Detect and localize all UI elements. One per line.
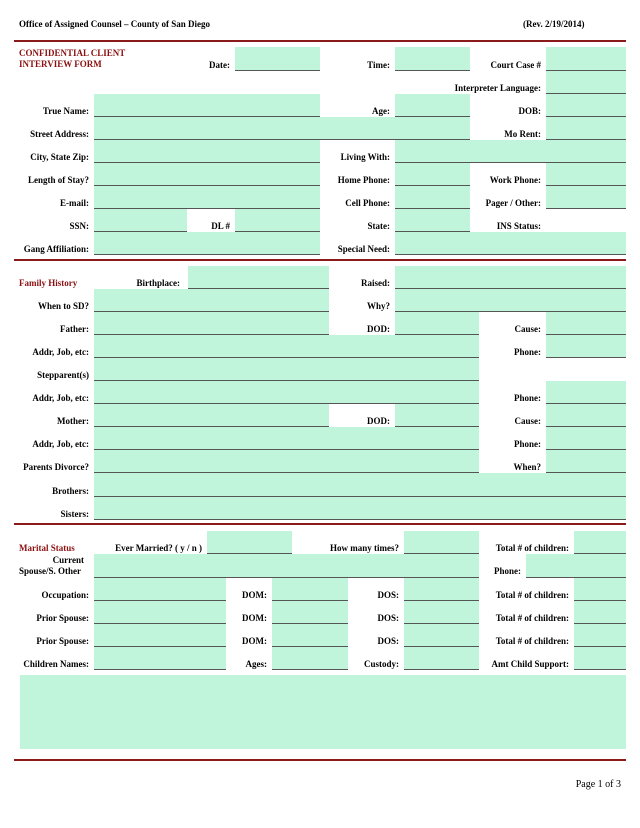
brothers-label: Brothers:: [52, 486, 89, 496]
ever-married-field[interactable]: [207, 531, 292, 554]
dom-field-1[interactable]: [272, 578, 348, 601]
email-label: E-mail:: [60, 198, 89, 208]
dom-field-3[interactable]: [272, 624, 348, 647]
state-label: State:: [367, 221, 390, 231]
stepparent-phone-field[interactable]: [546, 381, 626, 404]
dob-field[interactable]: [546, 94, 626, 117]
time-label: Time:: [367, 60, 390, 70]
special-need-field[interactable]: [395, 232, 626, 255]
raised-field[interactable]: [395, 266, 626, 289]
mother-addr-label: Addr, Job, etc:: [32, 439, 89, 449]
custody-field[interactable]: [404, 647, 479, 670]
rule-marital: [14, 523, 626, 525]
true-name-field[interactable]: [94, 94, 320, 117]
prior-spouse-field-2[interactable]: [94, 624, 226, 647]
divorce-field[interactable]: [94, 450, 479, 473]
cell-phone-field[interactable]: [395, 186, 470, 209]
children-names-label: Children Names:: [23, 659, 89, 669]
mo-rent-field[interactable]: [546, 117, 626, 140]
children-names-field[interactable]: [94, 647, 226, 670]
interpreter-field[interactable]: [546, 71, 626, 94]
page-number: Page 1 of 3: [575, 779, 621, 790]
current-spouse-field[interactable]: [94, 554, 479, 578]
total-children-field-2[interactable]: [574, 578, 626, 601]
mother-phone-label: Phone:: [514, 439, 541, 449]
length-stay-label: Length of Stay?: [27, 175, 89, 185]
father-dod-field[interactable]: [395, 312, 479, 335]
divorce-label: Parents Divorce?: [23, 462, 89, 472]
raised-label: Raised:: [361, 278, 390, 288]
dom-field-2[interactable]: [272, 601, 348, 624]
street-field[interactable]: [94, 117, 470, 140]
office-name: Office of Assigned Counsel – County of San Diego: [19, 19, 211, 29]
stepparent-addr-label: Addr, Job, etc:: [32, 393, 89, 403]
work-phone-field[interactable]: [546, 163, 626, 186]
dom-label-1: DOM:: [242, 590, 267, 600]
father-field[interactable]: [94, 312, 329, 335]
current-spouse-label-1: Current: [52, 555, 84, 565]
gang-label: Gang Affiliation:: [23, 244, 89, 254]
mother-cause-field[interactable]: [546, 404, 626, 427]
father-cause-label: Cause:: [514, 324, 541, 334]
why-field[interactable]: [395, 289, 626, 312]
dos-field-1[interactable]: [404, 578, 479, 601]
length-stay-field[interactable]: [94, 163, 320, 186]
interpreter-label: Interpreter Language:: [454, 83, 541, 93]
prior-spouse-label-2: Prior Spouse:: [36, 636, 89, 646]
dos-field-3[interactable]: [404, 624, 479, 647]
time-field[interactable]: [395, 47, 470, 71]
city-field[interactable]: [94, 140, 320, 163]
state-field[interactable]: [395, 209, 470, 232]
stepparent-addr-field[interactable]: [94, 381, 479, 404]
total-children-label-4: Total # of children:: [495, 636, 569, 646]
ssn-label: SSN:: [69, 221, 89, 231]
spouse-phone-field[interactable]: [526, 554, 626, 578]
form-title-line2: INTERVIEW FORM: [19, 59, 102, 69]
date-field[interactable]: [235, 47, 320, 71]
when-sd-label: When to SD?: [37, 301, 89, 311]
amt-support-field[interactable]: [574, 647, 626, 670]
family-section-title: Family History: [19, 278, 78, 288]
total-children-field-3[interactable]: [574, 601, 626, 624]
city-label: City, State Zip:: [30, 152, 89, 162]
divorce-when-label: When?: [513, 462, 541, 472]
sisters-field[interactable]: [94, 497, 626, 520]
notes-area[interactable]: [20, 675, 626, 749]
age-label: Age:: [372, 106, 390, 116]
email-field[interactable]: [94, 186, 320, 209]
current-spouse-label-2: Spouse/S. Other: [19, 566, 82, 576]
total-children-field-4[interactable]: [574, 624, 626, 647]
ssn-field[interactable]: [94, 209, 187, 232]
form-title-line1: CONFIDENTIAL CLIENT: [19, 48, 126, 58]
dos-field-2[interactable]: [404, 601, 479, 624]
true-name-label: True Name:: [42, 106, 89, 116]
top-rule: [14, 40, 626, 42]
living-with-label: Living With:: [340, 152, 390, 162]
mother-cause-label: Cause:: [514, 416, 541, 426]
pager-label: Pager / Other:: [485, 198, 541, 208]
father-phone-label: Phone:: [514, 347, 541, 357]
total-children-field-1[interactable]: [574, 531, 626, 554]
custody-label: Custody:: [363, 659, 399, 669]
dl-field[interactable]: [235, 209, 320, 232]
how-many-field[interactable]: [404, 531, 479, 554]
spouse-phone-label: Phone:: [494, 566, 521, 576]
court-case-label: Court Case #: [490, 60, 541, 70]
dos-label-3: DOS:: [377, 636, 399, 646]
age-field[interactable]: [395, 94, 470, 117]
bottom-rule: [14, 759, 626, 761]
dob-label: DOB:: [518, 106, 541, 116]
home-phone-label: Home Phone:: [337, 175, 390, 185]
dos-label-2: DOS:: [377, 613, 399, 623]
father-label: Father:: [60, 324, 89, 334]
special-need-label: Special Need:: [337, 244, 390, 254]
ever-married-label: Ever Married? ( y / n ): [115, 543, 202, 553]
street-label: Street Address:: [30, 129, 89, 139]
ages-label: Ages:: [245, 659, 267, 669]
occupation-field[interactable]: [94, 578, 226, 601]
rule-family: [14, 259, 626, 261]
court-case-field[interactable]: [546, 47, 626, 71]
amt-support-label: Amt Child Support:: [491, 659, 569, 669]
work-phone-label: Work Phone:: [489, 175, 541, 185]
dom-label-2: DOM:: [242, 613, 267, 623]
cell-phone-label: Cell Phone:: [345, 198, 390, 208]
date-label: Date:: [209, 60, 230, 70]
mother-field[interactable]: [94, 404, 329, 427]
ages-field[interactable]: [272, 647, 348, 670]
father-addr-field[interactable]: [94, 335, 479, 358]
when-sd-field[interactable]: [94, 289, 329, 312]
how-many-label: How many times?: [330, 543, 399, 553]
marital-section-title: Marital Status: [19, 543, 75, 553]
father-addr-label: Addr, Job, etc:: [32, 347, 89, 357]
stepparent-phone-label: Phone:: [514, 393, 541, 403]
total-children-label-3: Total # of children:: [495, 613, 569, 623]
living-with-field[interactable]: [395, 140, 626, 163]
sisters-label: Sisters:: [60, 509, 89, 519]
home-phone-field[interactable]: [395, 163, 470, 186]
dos-label-1: DOS:: [377, 590, 399, 600]
occupation-label: Occupation:: [41, 590, 89, 600]
stepparent-field[interactable]: [94, 358, 479, 381]
prior-spouse-field-1[interactable]: [94, 601, 226, 624]
why-label: Why?: [366, 301, 390, 311]
birthplace-field[interactable]: [188, 266, 329, 289]
mother-addr-field[interactable]: [94, 427, 479, 450]
dom-label-3: DOM:: [242, 636, 267, 646]
gang-field[interactable]: [94, 232, 320, 255]
dl-label: DL #: [211, 221, 230, 231]
mother-dod-label: DOD:: [367, 416, 390, 426]
mother-label: Mother:: [57, 416, 89, 426]
ins-status-label: INS Status:: [496, 221, 541, 231]
mother-phone-field[interactable]: [546, 427, 626, 450]
father-dod-label: DOD:: [367, 324, 390, 334]
father-cause-field[interactable]: [546, 312, 626, 335]
birthplace-label: Birthplace:: [136, 278, 180, 288]
total-children-label-1: Total # of children:: [495, 543, 569, 553]
father-phone-field[interactable]: [546, 335, 626, 358]
mother-dod-field[interactable]: [395, 404, 479, 427]
brothers-field[interactable]: [94, 473, 626, 497]
total-children-label-2: Total # of children:: [495, 590, 569, 600]
prior-spouse-label-1: Prior Spouse:: [36, 613, 89, 623]
revision-date: (Rev. 2/19/2014): [523, 19, 585, 29]
pager-field[interactable]: [546, 186, 626, 209]
divorce-when-field[interactable]: [546, 450, 626, 473]
mo-rent-label: Mo Rent:: [504, 129, 541, 139]
stepparent-label: Stepparent(s): [37, 370, 89, 380]
